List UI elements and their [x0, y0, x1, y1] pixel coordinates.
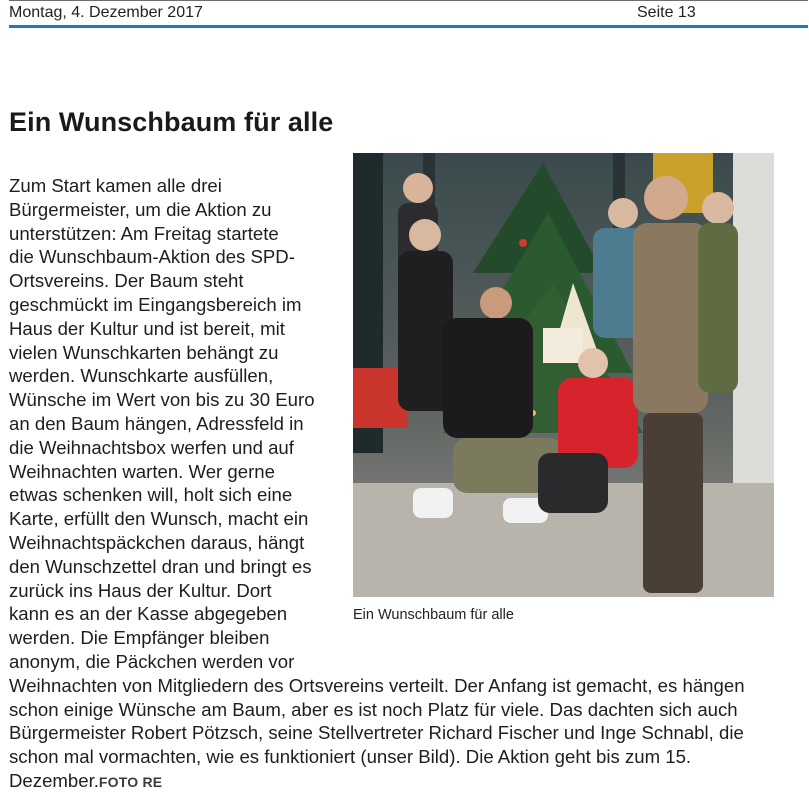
article-last-line: [9, 769, 809, 795]
article-line: Karte, erfüllt den Wunsch, macht ein: [9, 508, 309, 530]
photo-credit: FOTO RE: [98, 773, 163, 790]
photo-caption: Ein Wunschbaum für alle: [353, 607, 514, 623]
article-line: werden. Wunschkarte ausfüllen,: [9, 365, 274, 387]
article-line: Ortsvereins. Der Baum steht: [9, 270, 244, 292]
article-line: werden. Die Empfänger bleiben: [9, 627, 270, 649]
article-line: unterstützen: Am Freitag startete: [9, 222, 279, 244]
article-line: zurück ins Haus der Kultur. Dort: [9, 579, 272, 601]
article-line: die Weihnachtsbox werfen und auf: [9, 436, 294, 458]
article-line: die Wunschbaum-Aktion des SPD-: [9, 246, 295, 268]
article-line: Wünsche im Wert von bis zu 30 Euro: [9, 389, 315, 411]
article-line: etwas schenken will, holt sich eine: [9, 484, 293, 506]
article-line: Bürgermeister, um die Aktion zu: [9, 198, 272, 220]
article-line: Weihnachten warten. Wer gerne: [9, 460, 275, 482]
article-line: Weihnachtspäckchen daraus, hängt: [9, 531, 305, 553]
article-line: schon mal vormachten, wie es funktioniert (unser Bild). Die Aktion geht bis zum 15.: [9, 746, 692, 768]
article-title: Ein Wunschbaum für alle: [9, 107, 334, 137]
issue-date: Montag, 4. Dezember 2017: [9, 4, 203, 21]
page-number: Seite 13: [637, 4, 696, 21]
article-line: Weihnachten von Mitgliedern des Ortsvereins verteilt. Der Anfang ist gemacht, es hängen: [9, 674, 745, 696]
article-line: geschmückt im Eingangsbereich im: [9, 293, 302, 315]
article-line: Bürgermeister Robert Pötzsch, seine Stellvertreter Richard Fischer und Inge Schnabl, die: [9, 722, 744, 744]
article-line: schon einige Wünsche am Baum, aber es ist noch Platz für viele. Das dachten sich auch: [9, 698, 738, 720]
article-line: kann es an der Kasse abgegeben: [9, 603, 288, 625]
article-line: den Wunschzettel dran und bringt es: [9, 555, 312, 577]
article-line: Zum Start kamen alle drei: [9, 175, 222, 196]
page-header: [9, 0, 808, 28]
article-line: anonym, die Päckchen werden vor: [9, 650, 295, 672]
article-line: Dezember.: [9, 769, 99, 791]
article-body: [9, 174, 809, 795]
article-line: vielen Wunschkarten behängt zu: [9, 341, 279, 363]
article-line: Haus der Kultur und ist bereit, mit: [9, 317, 285, 339]
article-line: an den Baum hängen, Adressfeld in: [9, 412, 304, 434]
